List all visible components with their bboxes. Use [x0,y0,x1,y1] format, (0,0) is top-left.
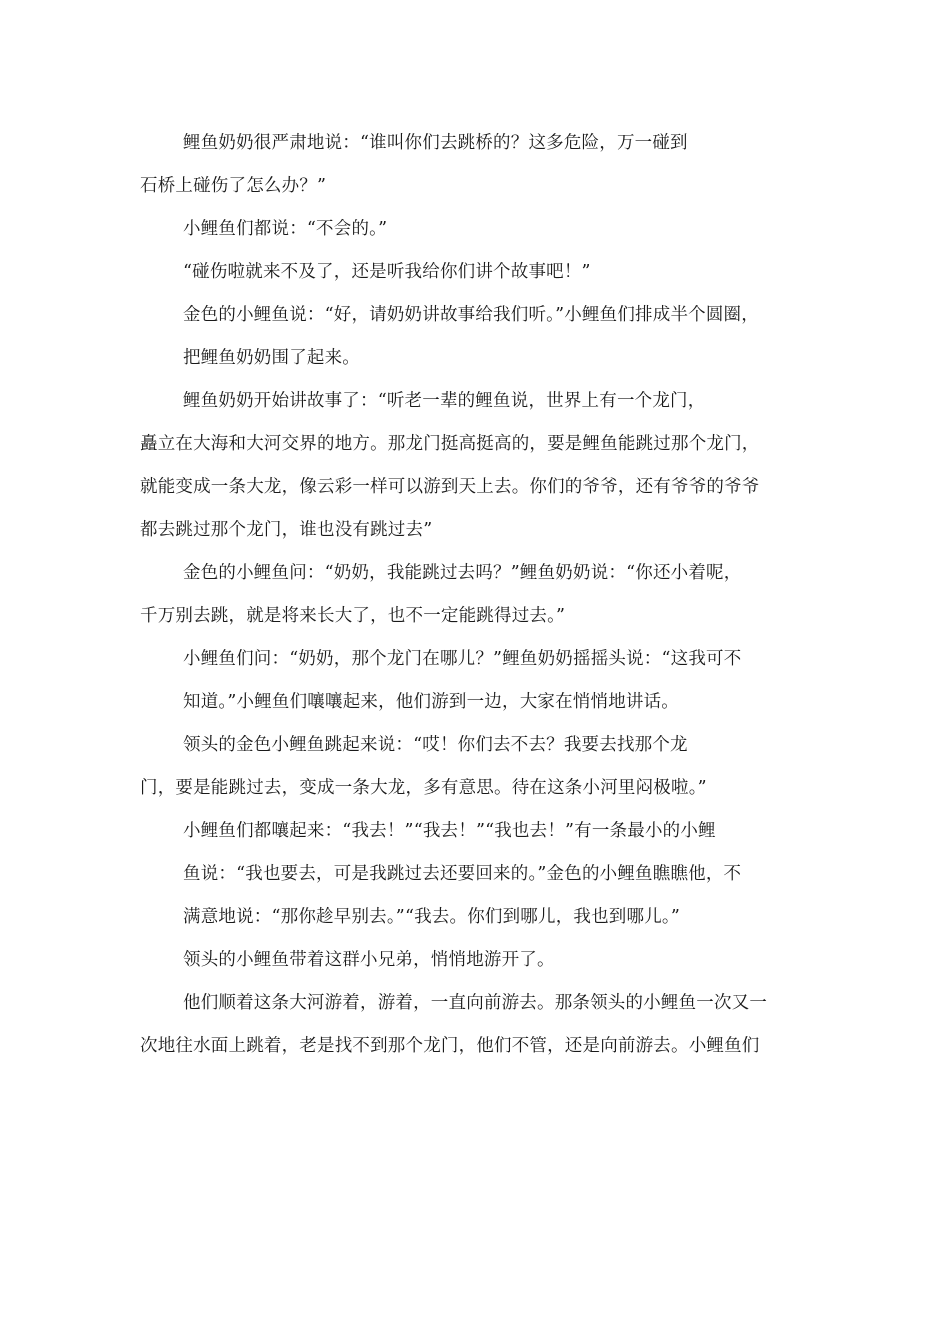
text-line: 石桥上碰伤了怎么办？” [140,176,327,196]
text-line: 门，要是能跳过去，变成一条大龙，多有意思。待在这条小河里闷极啦。” [140,778,707,798]
text-line: 把鲤鱼奶奶围了起来。 [183,348,360,368]
text-line: 领头的金色小鲤鱼跳起来说：“哎！你们去不去？我要去找那个龙 [183,735,688,755]
text-line: 他们顺着这条大河游着，游着，一直向前游去。那条领头的小鲤鱼一次又一 [183,993,768,1013]
text-line: 矗立在大海和大河交界的地方。那龙门挺高挺高的，要是鲤鱼能跳过那个龙门， [140,434,760,454]
text-line: 鲤鱼奶奶开始讲故事了：“听老一辈的鲤鱼说，世界上有一个龙门， [183,391,706,411]
text-line: 金色的小鲤鱼说：“好，请奶奶讲故事给我们听。”小鲤鱼们排成半个圆圈， [183,305,759,325]
text-line: 领头的小鲤鱼带着这群小兄弟，悄悄地游开了。 [183,950,555,970]
text-line: 知道。”小鲤鱼们嚷嚷起来，他们游到一边，大家在悄悄地讲话。 [183,692,679,712]
text-line: 次地往水面上跳着，老是找不到那个龙门，他们不管，还是向前游去。小鲤鱼们 [140,1036,760,1056]
text-line: 鲤鱼奶奶很严肃地说：“谁叫你们去跳桥的？这多危险，万一碰到 [183,133,688,153]
text-line: 就能变成一条大龙，像云彩一样可以游到天上去。你们的爷爷，还有爷爷的爷爷 [140,477,760,497]
text-line: 小鲤鱼们都说：“不会的。” [183,219,388,239]
text-line: 小鲤鱼们问：“奶奶，那个龙门在哪儿？”鲤鱼奶奶摇摇头说：“这我可不 [183,649,742,669]
text-line: 鱼说：“我也要去，可是我跳过去还要回来的。”金色的小鲤鱼瞧瞧他，不 [183,864,742,884]
text-line: 金色的小鲤鱼问：“奶奶，我能跳过去吗？”鲤鱼奶奶说：“你还小着呢， [183,563,742,583]
text-line: 满意地说：“那你趁早别去。”“我去。你们到哪儿，我也到哪儿。” [183,907,680,927]
text-line: 千万别去跳，就是将来长大了，也不一定能跳得过去。” [140,606,566,626]
text-line: “碰伤啦就来不及了，还是听我给你们讲个故事吧！” [183,262,591,282]
text-line: 都去跳过那个龙门，谁也没有跳过去” [140,520,433,540]
text-line: 小鲤鱼们都嚷起来：“我去！”“我去！”“我也去！”有一条最小的小鲤 [183,821,716,841]
